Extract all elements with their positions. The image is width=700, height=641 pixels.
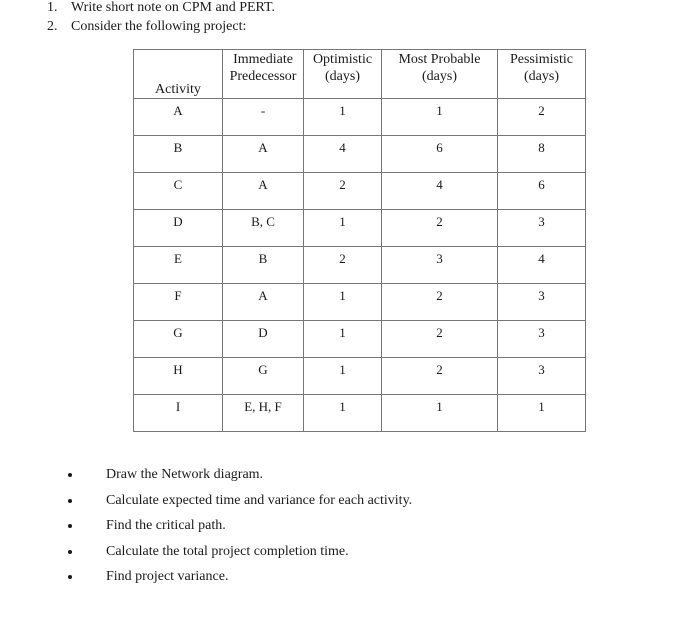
bullet-icon <box>68 575 72 579</box>
table-cell: 8 <box>498 136 586 173</box>
task-text: Calculate expected time and variance for each activity. <box>106 492 413 508</box>
table-cell: 2 <box>382 321 498 358</box>
table-cell: 1 <box>304 321 382 358</box>
table-cell: H <box>134 358 223 395</box>
table-cell: D <box>134 210 223 247</box>
header-activity: Activity <box>134 50 223 99</box>
table-cell: 6 <box>382 136 498 173</box>
table-cell: E, H, F <box>223 395 304 432</box>
table-cell: I <box>134 395 223 432</box>
table-cell: 1 <box>382 395 498 432</box>
table-cell: 3 <box>382 247 498 284</box>
table-row <box>134 136 586 173</box>
table-cell: C <box>134 173 223 210</box>
table-cell: B <box>134 136 223 173</box>
table-row <box>134 395 586 432</box>
table-cell: 2 <box>382 210 498 247</box>
table-row <box>134 358 586 395</box>
table-cell: 1 <box>304 358 382 395</box>
table-row <box>134 173 586 210</box>
bullet-icon <box>68 473 72 477</box>
table-cell: 2 <box>382 284 498 321</box>
table-row <box>134 321 586 358</box>
table-row <box>134 99 586 136</box>
task-text: Draw the Network diagram. <box>106 467 264 482</box>
table-cell: - <box>223 99 304 136</box>
table-cell: 1 <box>304 395 382 432</box>
table-row <box>134 210 586 247</box>
table-cell: 6 <box>498 173 586 210</box>
table-cell: A <box>223 173 304 210</box>
header-optimistic: Optimistic (days) <box>304 50 382 99</box>
table-cell: 3 <box>498 358 586 395</box>
table-cell: 2 <box>498 99 586 136</box>
table-cell: G <box>223 358 304 395</box>
bullet-icon <box>68 550 72 554</box>
header-predecessor: Immediate Predecessor <box>223 50 304 99</box>
bullet-icon <box>68 524 72 528</box>
table-cell: 3 <box>498 210 586 247</box>
table-cell: 1 <box>382 99 498 136</box>
table-cell: B <box>223 247 304 284</box>
table-cell: 2 <box>382 358 498 395</box>
table-row <box>134 247 586 284</box>
table-cell: 1 <box>498 395 586 432</box>
table-cell: D <box>223 321 304 358</box>
table-row <box>134 284 586 321</box>
table-cell: 1 <box>304 284 382 321</box>
table-cell: 4 <box>304 136 382 173</box>
table-cell: 4 <box>498 247 586 284</box>
table-cell: A <box>134 99 223 136</box>
project-table <box>133 49 586 432</box>
table-cell: E <box>134 247 223 284</box>
table-cell: 3 <box>498 284 586 321</box>
task-text: Find the critical path. <box>106 518 226 533</box>
table-cell: 3 <box>498 321 586 358</box>
table-cell: 2 <box>304 247 382 284</box>
table-cell: A <box>223 136 304 173</box>
header-pessimistic: Pessimistic (days) <box>498 50 586 99</box>
task-text: Find project variance. <box>106 569 229 584</box>
table-cell: 1 <box>304 210 382 247</box>
table-cell: G <box>134 321 223 358</box>
table-cell: F <box>134 284 223 321</box>
table-cell: 2 <box>304 173 382 210</box>
table-cell: 1 <box>304 99 382 136</box>
table-cell: A <box>223 284 304 321</box>
task-text: Calculate the total project completion time. <box>106 543 349 559</box>
bullet-icon <box>68 499 72 503</box>
header-most-probable: Most Probable (days) <box>382 50 498 99</box>
table-cell: B, C <box>223 210 304 247</box>
table-cell: 4 <box>382 173 498 210</box>
